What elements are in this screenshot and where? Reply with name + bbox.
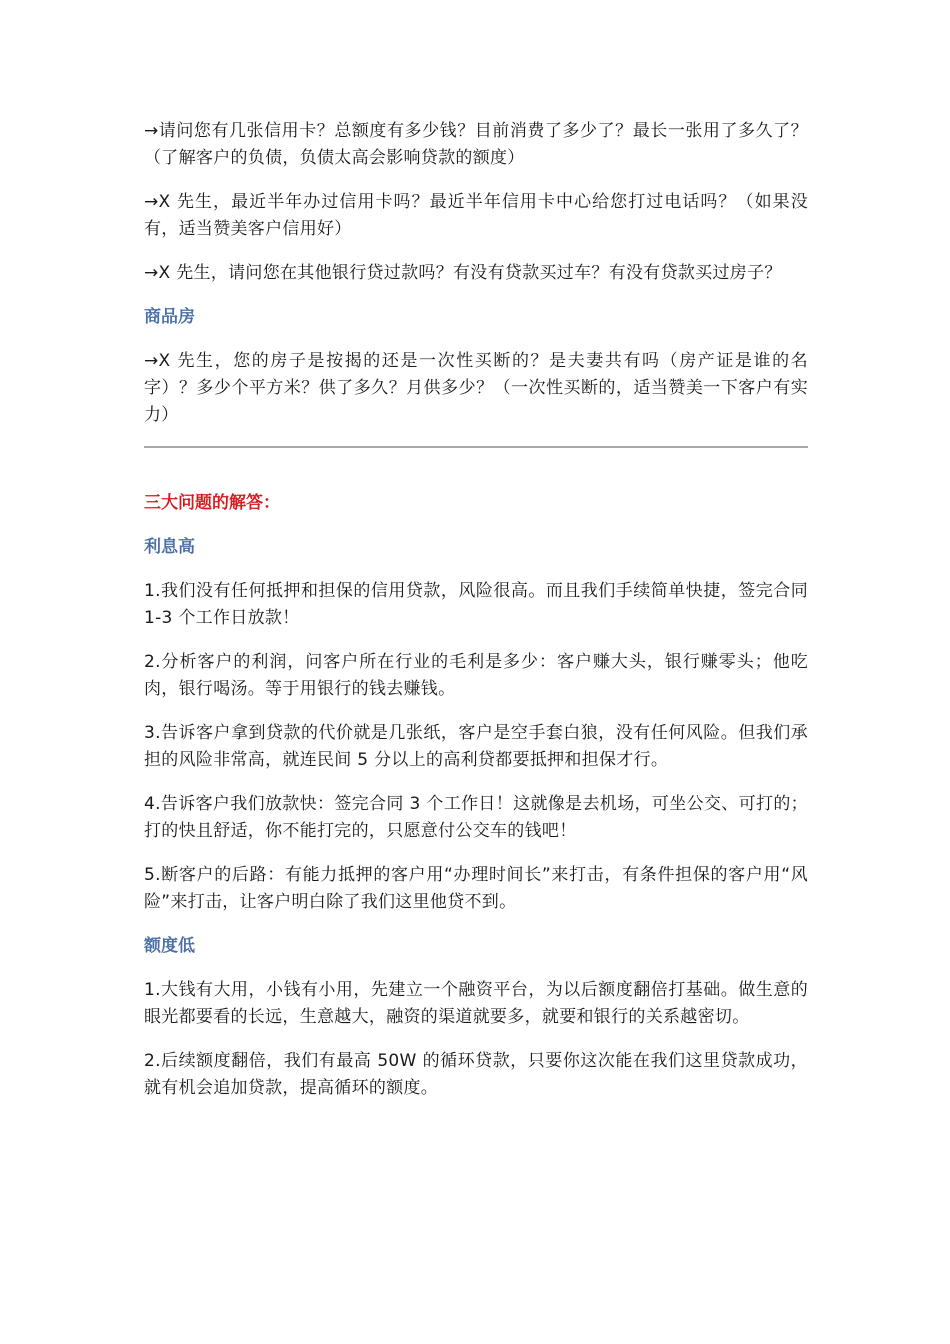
section-divider	[144, 446, 808, 448]
answer-item: 1.大钱有大用，小钱有小用，先建立一个融资平台，为以后额度翻倍打基础。做生意的眼光都要看的长远，生意越大，融资的渠道就要多，就要和银行的关系越密切。	[144, 980, 808, 1027]
answer-item: 3.告诉客户拿到贷款的代价就是几张纸，客户是空手套白狼，没有任何风险。但我们承担的风险非常高，就连民间 5 分以上的高利贷都要抵押和担保才行。	[144, 723, 808, 770]
question-credit-cards: →请问您有几张信用卡？总额度有多少钱？目前消费了多少了？最长一张用了多久了？（了解客户的负债，负债太高会影响贷款的额度）	[144, 121, 808, 168]
answer-item: 2.分析客户的利润，问客户所在行业的毛利是多少：客户赚大头，银行赚零头；他吃肉，银行喝汤。等于用银行的钱去赚钱。	[144, 652, 808, 699]
document-page	[144, 118, 808, 1119]
question-property: →X 先生，您的房子是按揭的还是一次性买断的？是夫妻共有吗（房产证是谁的名字）？多少个平方米？供了多久？月供多少？（一次性买断的，适当赞美一下客户有实力）	[144, 351, 808, 425]
answer-item: 2.后续额度翻倍，我们有最高 50W 的循环贷款，只要你这次能在我们这里贷款成功，就有机会追加贷款，提高循环的额度。	[144, 1051, 808, 1098]
subheading-low-limit: 额度低	[144, 936, 195, 956]
answer-item: 1.我们没有任何抵押和担保的信用贷款，风险很高。而且我们手续简单快捷，签完合同 1-3 个工作日放款！	[144, 581, 808, 628]
subheading-commercial-housing: 商品房	[144, 307, 195, 327]
answer-item: 5.断客户的后路：有能力抵押的客户用“办理时间长”来打击，有条件担保的客户用“风险”来打击，让客户明白除了我们这里他贷不到。	[144, 865, 808, 912]
section-title-answers: 三大问题的解答：	[144, 493, 280, 513]
question-recent-cards: →X 先生，最近半年办过信用卡吗？最近半年信用卡中心给您打过电话吗？（如果没有，适当赞美客户信用好）	[144, 192, 808, 239]
subheading-high-interest: 利息高	[144, 537, 195, 557]
question-other-loans: →X 先生，请问您在其他银行贷过款吗？有没有贷款买过车？有没有贷款买过房子？	[144, 263, 782, 283]
answer-item: 4.告诉客户我们放款快：签完合同 3 个工作日！这就像是去机场，可坐公交、可打的；打的快且舒适，你不能打完的，只愿意付公交车的钱吧！	[144, 794, 808, 841]
